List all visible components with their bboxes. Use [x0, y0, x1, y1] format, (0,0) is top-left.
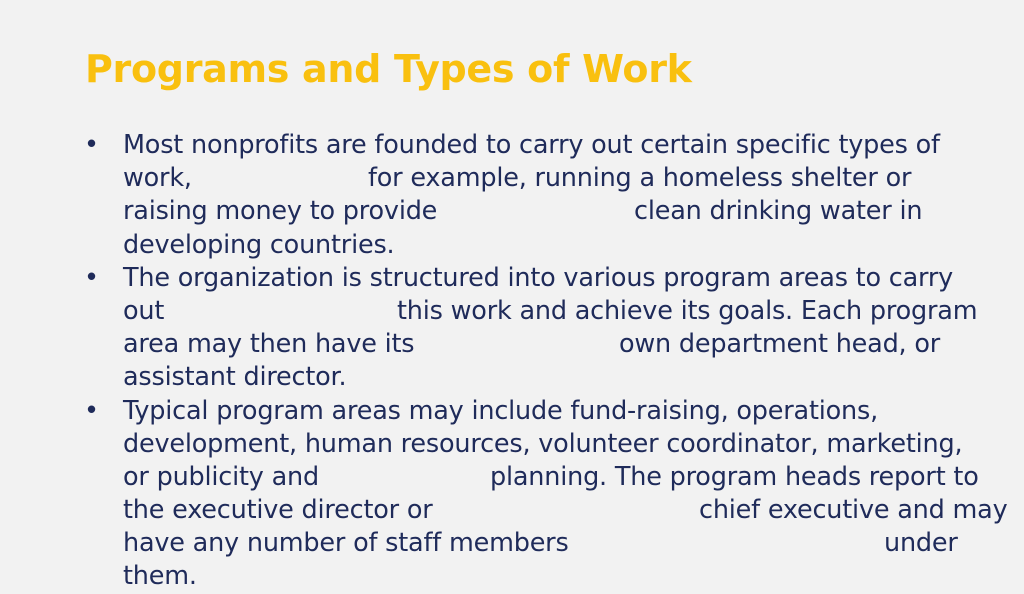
text-segment: chief executive and may [699, 495, 1008, 526]
text-segment: The organization is structured into various program areas to carry [123, 262, 954, 293]
text-segment: own department head, or [619, 329, 941, 360]
text-line [123, 361, 1019, 394]
bullet-item [84, 129, 1019, 262]
text-line [123, 195, 1019, 228]
text-segment: have any number of staff members [123, 528, 569, 559]
text-line [123, 295, 1019, 328]
text-segment: area may then have its [123, 329, 415, 360]
text-line [123, 461, 1019, 494]
bullet-dot-icon: • [84, 130, 99, 160]
text-line [123, 395, 1019, 428]
bullet-item [84, 395, 1019, 594]
text-line [123, 560, 1019, 593]
text-segment: for example, running a homeless shelter or [368, 163, 912, 194]
text-segment: development, human resources, volunteer coordinator, marketing, [123, 428, 963, 459]
text-segment: this work and achieve its goals. Each program [397, 295, 978, 326]
text-line [123, 527, 1019, 560]
text-segment: or publicity and [123, 461, 319, 492]
text-segment: raising money to provide [123, 196, 438, 227]
text-line [123, 328, 1019, 361]
text-line [123, 428, 1019, 461]
text-line [123, 494, 1019, 527]
text-segment: developing countries. [123, 229, 395, 260]
text-line [123, 262, 1019, 295]
bullet-list [84, 129, 1019, 594]
bullet-dot-icon: • [84, 395, 99, 426]
text-segment: out [123, 295, 165, 326]
text-segment: Most nonprofits are founded to carry out certain specific types of [123, 130, 940, 160]
text-line [123, 129, 1019, 162]
text-segment: Typical program areas may include fund-raising, operations, [123, 395, 879, 426]
text-segment: clean drinking water in [634, 196, 923, 227]
text-line [123, 229, 1019, 262]
text-line [123, 162, 1019, 195]
text-segment: planning. The program heads report to [490, 461, 979, 492]
text-segment: the executive director or [123, 495, 433, 526]
bullet-item [84, 262, 1019, 395]
text-segment: them. [123, 561, 197, 592]
text-segment: assistant director. [123, 362, 347, 393]
bullet-dot-icon: • [84, 262, 99, 293]
slide-title: Programs and Types of Work [85, 47, 692, 91]
text-segment: work, [123, 163, 192, 194]
text-segment: under [884, 528, 958, 559]
